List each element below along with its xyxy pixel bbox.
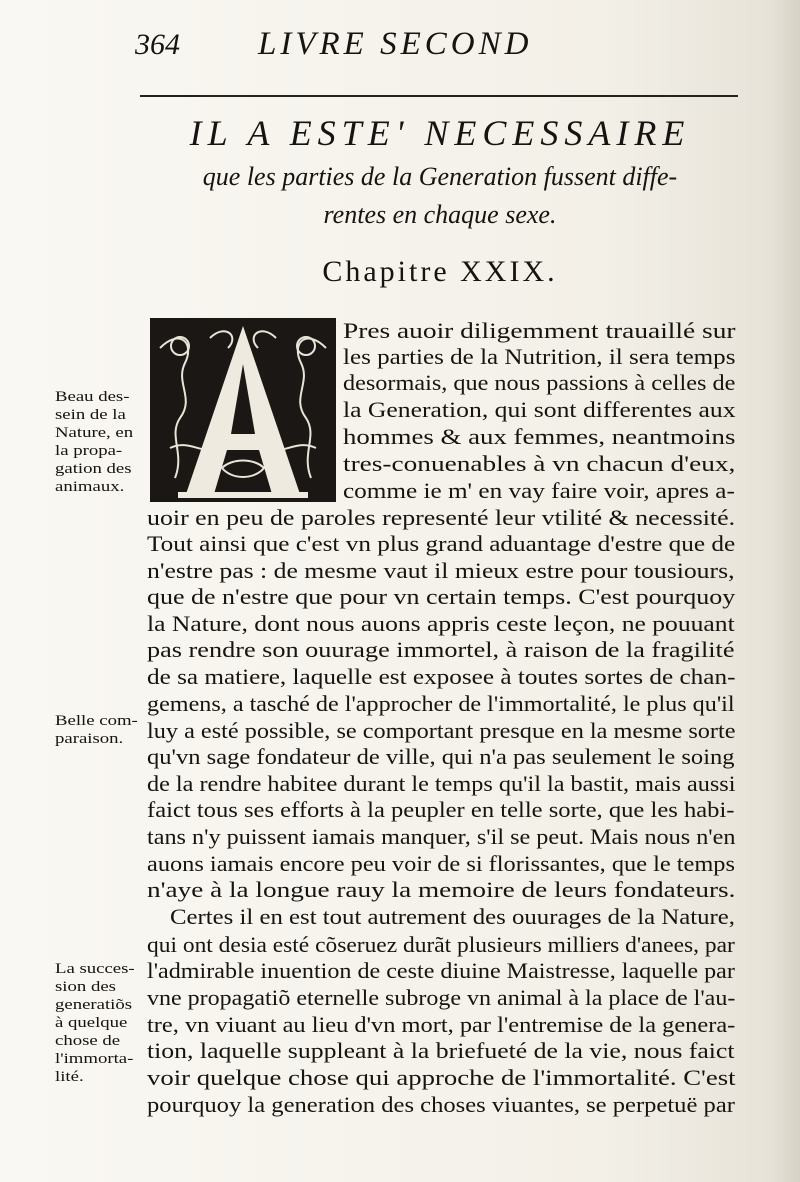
body-line: luy a esté possible, se comportant presque en la mesme sorte xyxy=(147,718,736,743)
body-line: tres-conuenables à vn chacun d'eux, xyxy=(343,451,736,476)
body-line: Tout ainsi que c'est vn plus grand aduantage d'estre que de xyxy=(147,531,736,556)
chapter-number: Chapitre XXIX. xyxy=(322,255,558,288)
body-line: la Nature, dont nous auons appris ceste leçon, ne pouuant xyxy=(147,611,735,636)
body-line: uoir en peu de paroles representé leur vtilité & necessité. xyxy=(147,505,736,530)
body-line: comme ie m' en vay faire voir, apres a- xyxy=(343,478,735,503)
body-line: gemens, a tasché de l'approcher de l'immortalité, le plus qu'il xyxy=(147,691,735,716)
margin-note-line: animaux. xyxy=(55,479,125,495)
body-line: de la rendre habitee durant le temps qu'il la bastit, mais aussi xyxy=(147,771,736,796)
chapter-title-line-2: que les parties de la Generation fussent diffe- xyxy=(202,162,678,191)
body-line: n'aye à la longue rauy la memoire de leurs fondateurs. xyxy=(147,877,736,902)
margin-note-line: paraison. xyxy=(55,731,124,747)
body-line: l'admirable inuention de ceste diuine Maistresse, laquelle par xyxy=(147,958,735,983)
body-line: de sa matiere, laquelle est exposee à toutes sortes de chan- xyxy=(147,664,736,689)
chapter-title-line-1: IL A ESTE' NECESSAIRE xyxy=(189,113,691,153)
ornament-initial-icon xyxy=(150,318,336,502)
body-line: qui ont desia esté cõseruez durãt plusieurs milliers d'anees, par xyxy=(147,932,735,957)
chapter-title-line-3: rentes en chaque sexe. xyxy=(323,200,557,229)
body-line: vne propagatiõ eternelle subroge vn animal à la place de l'au- xyxy=(147,985,736,1010)
body-line: tre, vn viuant au lieu d'vn mort, par l'entremise de la genera- xyxy=(147,1012,736,1037)
body-line: tion, laquelle suppleant à la briefueté de la vie, nous faict xyxy=(147,1038,735,1063)
margin-note-line: Belle com- xyxy=(55,713,138,729)
margin-note-line: chose de xyxy=(55,1033,121,1049)
margin-note-line: la propa- xyxy=(55,443,123,459)
body-line: voir quelque chose qui approche de l'immortalité. C'est xyxy=(147,1065,736,1090)
body-line: n'estre pas : de mesme vaut il mieux estre pour tousiours, xyxy=(147,558,735,583)
body-line: desormais, que nous passions à celles de xyxy=(343,370,736,395)
page-number: 364 xyxy=(135,28,180,61)
body-line: auons iamais encore peu voir de si florissantes, que le temps xyxy=(147,851,735,876)
body-line: la Generation, qui sont differentes aux xyxy=(343,397,736,422)
page-header xyxy=(135,26,735,66)
margin-note-line: sion des xyxy=(55,979,116,995)
body-line: faict tous ses efforts à la peupler en telle sorte, que les habi- xyxy=(147,797,735,822)
body-line: qu'vn sage fondateur de ville, qui n'a pas seulement le soing xyxy=(147,744,735,769)
body-line: hommes & aux femmes, neantmoins xyxy=(343,424,736,449)
running-head: LIVRE SECOND xyxy=(258,26,533,62)
margin-note-line: generatiõs xyxy=(55,997,133,1013)
margin-note-line: Beau des- xyxy=(55,389,130,405)
body-line: Pres auoir diligemment trauaillé sur xyxy=(343,318,736,343)
body-line: que de n'estre que pour vn certain temps. C'est pourquoy xyxy=(147,584,736,609)
margin-note-line: sein de la xyxy=(55,407,126,423)
margin-note-line: La succes- xyxy=(55,961,135,977)
body-line: les parties de la Nutrition, il sera temps xyxy=(343,344,736,369)
header-rule xyxy=(140,95,738,97)
margin-note-line: lité. xyxy=(55,1069,84,1085)
margin-note-line: l'immorta- xyxy=(55,1051,134,1067)
body-line: pourquoy la generation des choses viuantes, se perpetuë par xyxy=(147,1092,735,1117)
margin-note-line: à quelque xyxy=(55,1015,128,1031)
decorated-initial-a xyxy=(150,318,336,502)
margin-note-line: Nature, en xyxy=(55,425,134,441)
body-line: Certes il en est tout autrement des ouurages de la Nature, xyxy=(170,904,735,929)
margin-note-line: gation des xyxy=(55,461,132,477)
body-line: pas rendre son ouurage immortel, à raison de la fragilité xyxy=(147,637,735,662)
body-line: tans n'y puissent iamais manquer, s'il se peut. Mais nous n'en xyxy=(147,824,736,849)
